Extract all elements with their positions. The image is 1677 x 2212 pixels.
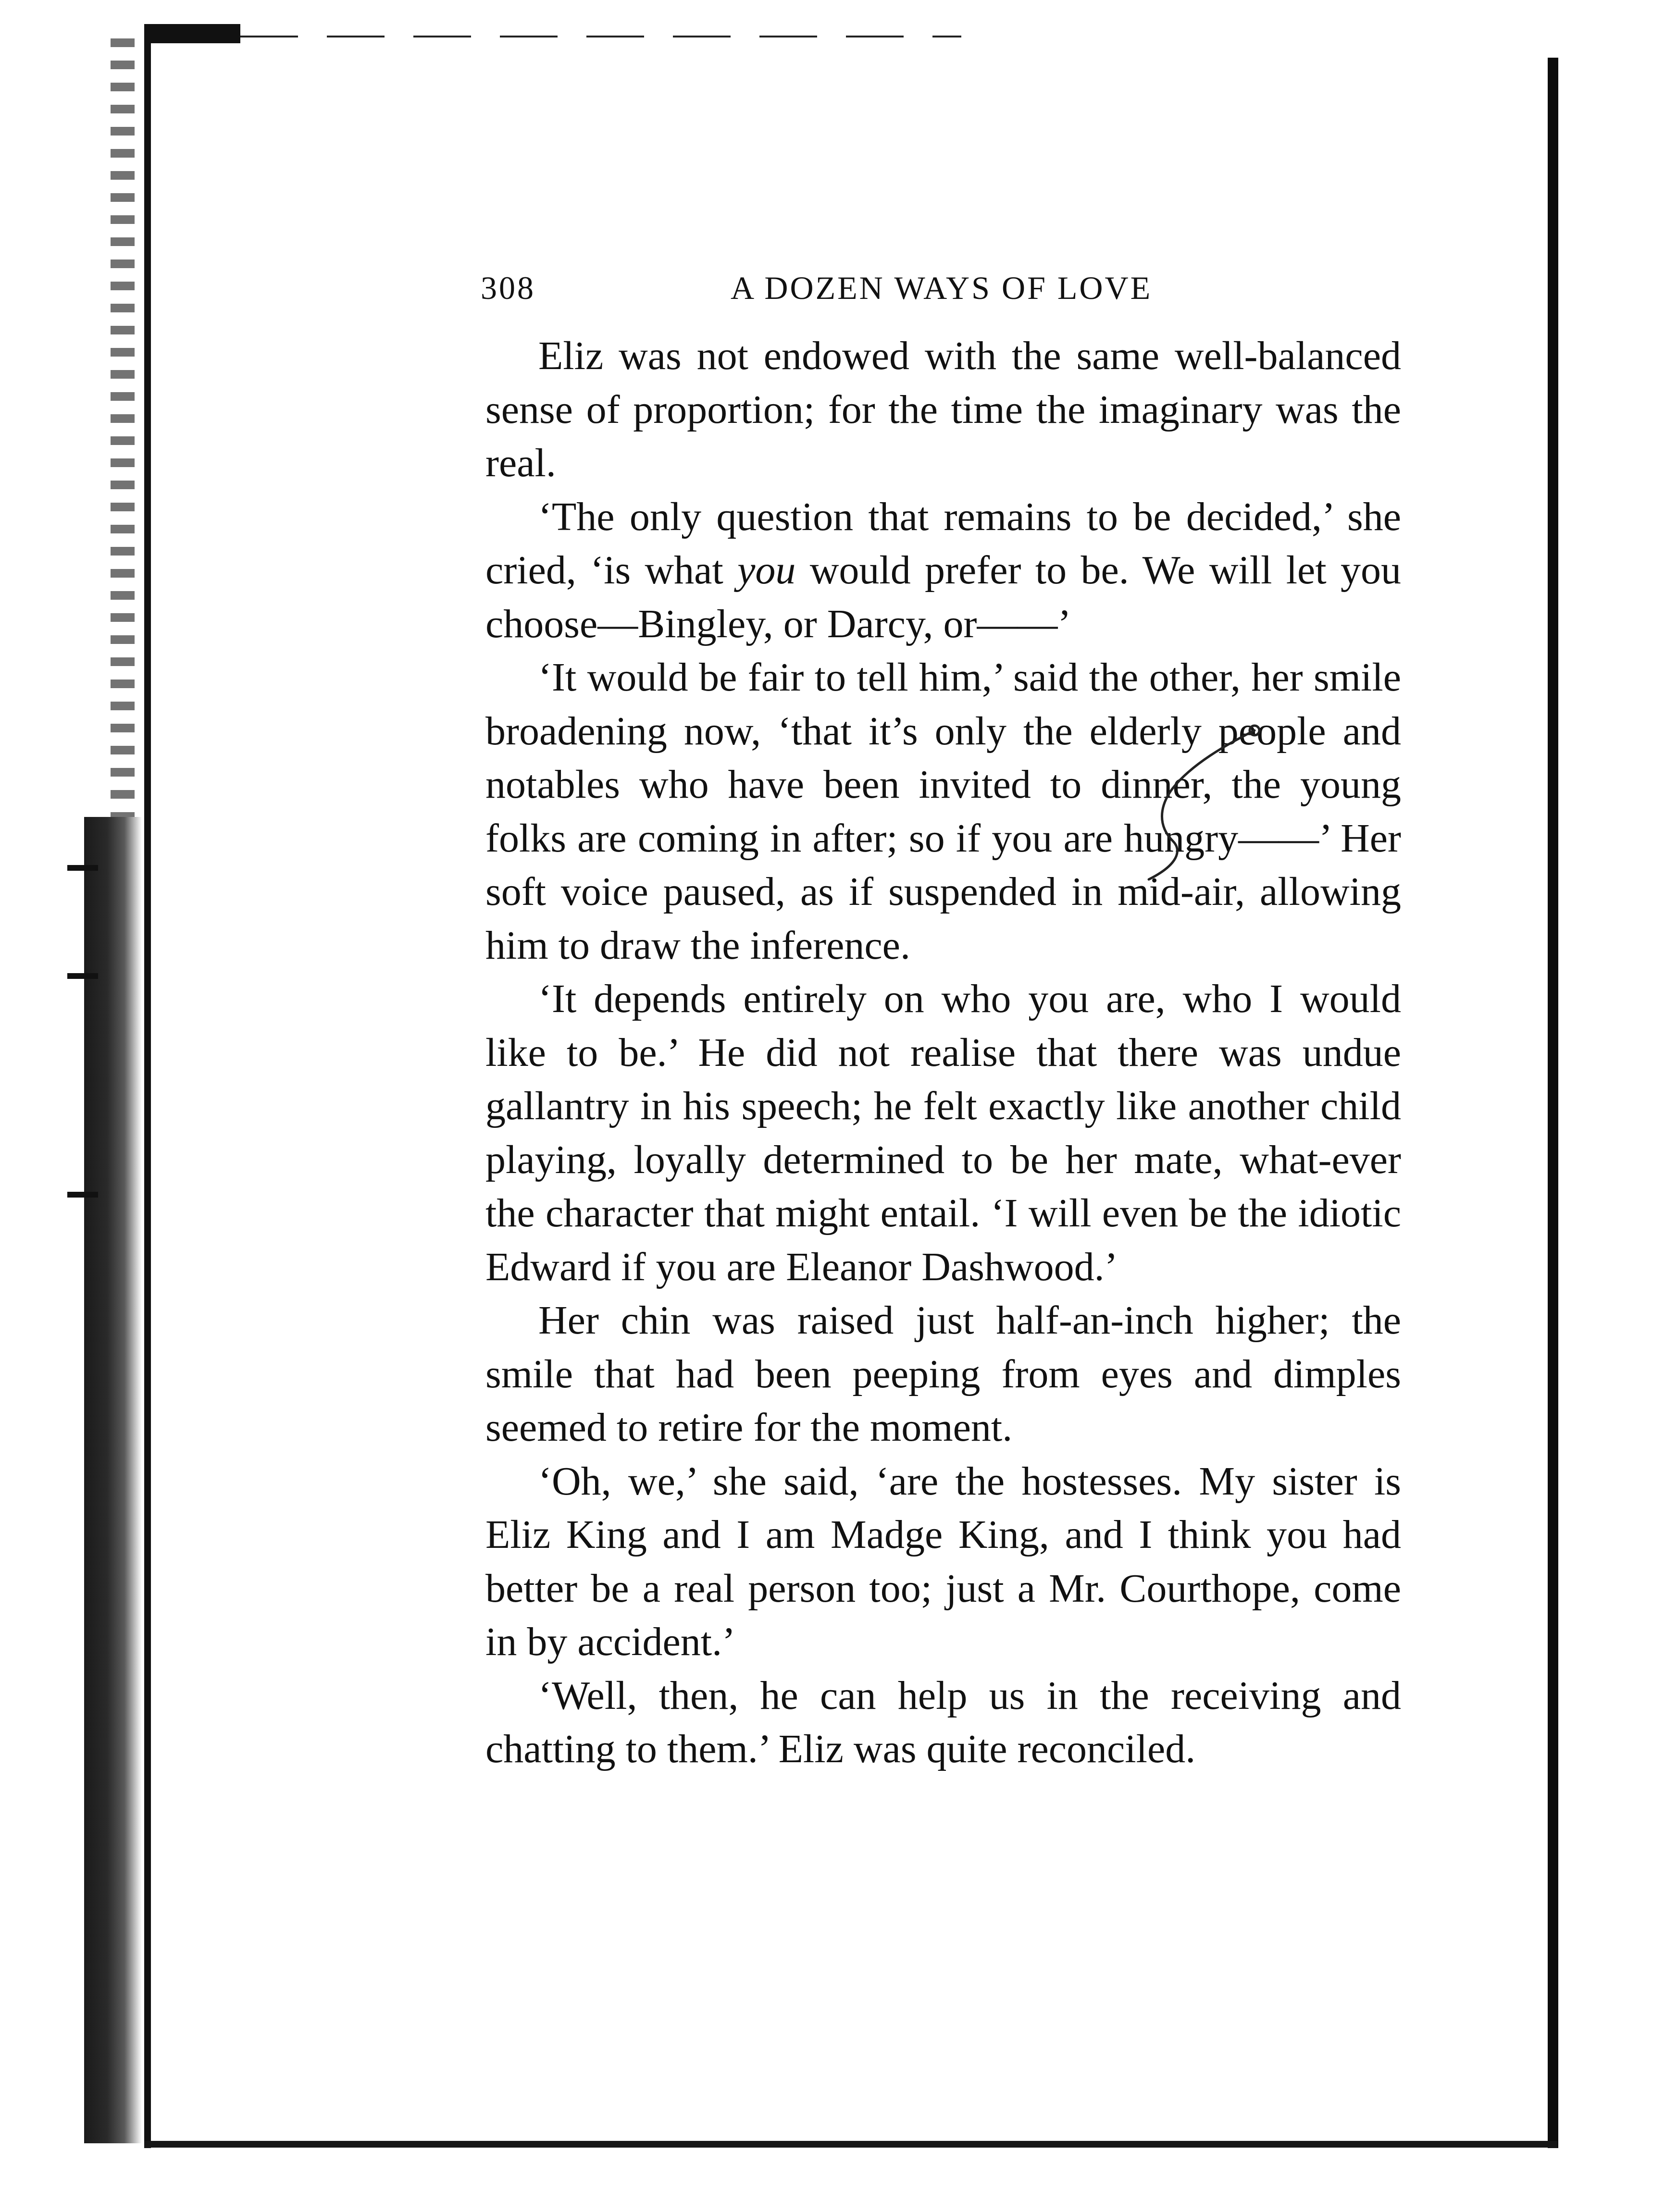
gutter-tick bbox=[67, 1192, 98, 1198]
paragraph bbox=[485, 1294, 1401, 1455]
paragraph-text: ‘It depends entirely on who you are, who I would like to be.’ He did not realise that there was undue gallantry in his speech; he felt exactly like another child playing, loyally determined to be her mate, what-ever the character that might entail. ‘I will even be the idiotic Edward if you are Eleanor Dashwood.’ bbox=[485, 976, 1401, 1289]
body-text bbox=[485, 329, 1401, 1776]
paragraph-text: ‘It would be fair to tell him,’ said the other, her smile broadening now, ‘that it’s only the elderly people and notables who have been invited to dinner, the young folks are coming in after; so if you are hungry——’ Her soft voice paused, as if suspended in mid-air, allowing him to draw the inference. bbox=[485, 655, 1401, 968]
page-bottom-edge bbox=[144, 2141, 1557, 2148]
page-corner-mark bbox=[144, 24, 240, 43]
page-top-edge bbox=[240, 36, 961, 37]
paragraph bbox=[485, 490, 1401, 651]
paragraph-text: ‘Well, then, he can help us in the receiving and chatting to them.’ Eliz was quite reconciled. bbox=[485, 1673, 1401, 1771]
page-number: 308 bbox=[481, 270, 535, 306]
paragraph bbox=[485, 1669, 1401, 1776]
paragraph bbox=[485, 1455, 1401, 1669]
italic-text: you bbox=[737, 548, 796, 593]
running-header bbox=[481, 269, 1163, 308]
paragraph-text: Her chin was raised just half-an-inch higher; the smile that had been peeping from eyes and dimples seemed to retire for the moment. bbox=[485, 1298, 1401, 1450]
gutter-tick bbox=[67, 865, 98, 871]
pencil-annotation-mark bbox=[1139, 711, 1264, 884]
paragraph-text: Eliz was not endowed with the same well-balanced sense of proportion; for the time the imaginary was the real. bbox=[485, 334, 1401, 485]
binding-shadow-upper bbox=[111, 38, 135, 817]
page-right-edge bbox=[1548, 58, 1558, 2148]
binding-shadow bbox=[84, 817, 142, 2143]
paragraph bbox=[485, 329, 1401, 490]
gutter-tick bbox=[67, 973, 98, 979]
paragraph-text: would prefer to be. We will let you choose—Bingley, or Darcy, or——’ bbox=[485, 548, 1401, 646]
paragraph-text: ‘Oh, we,’ she said, ‘are the hostesses. My sister is Eliz King and I am Madge King, and I think you had better be a real person too; just a Mr. Courthope, come in by accident.’ bbox=[485, 1458, 1401, 1664]
page-left-edge bbox=[144, 29, 151, 2148]
running-title: A DOZEN WAYS OF LOVE bbox=[731, 270, 1153, 306]
paragraph bbox=[485, 972, 1401, 1294]
paragraph-text: ‘The only question that remains to be decided,’ she cried, ‘is what bbox=[485, 494, 1401, 593]
